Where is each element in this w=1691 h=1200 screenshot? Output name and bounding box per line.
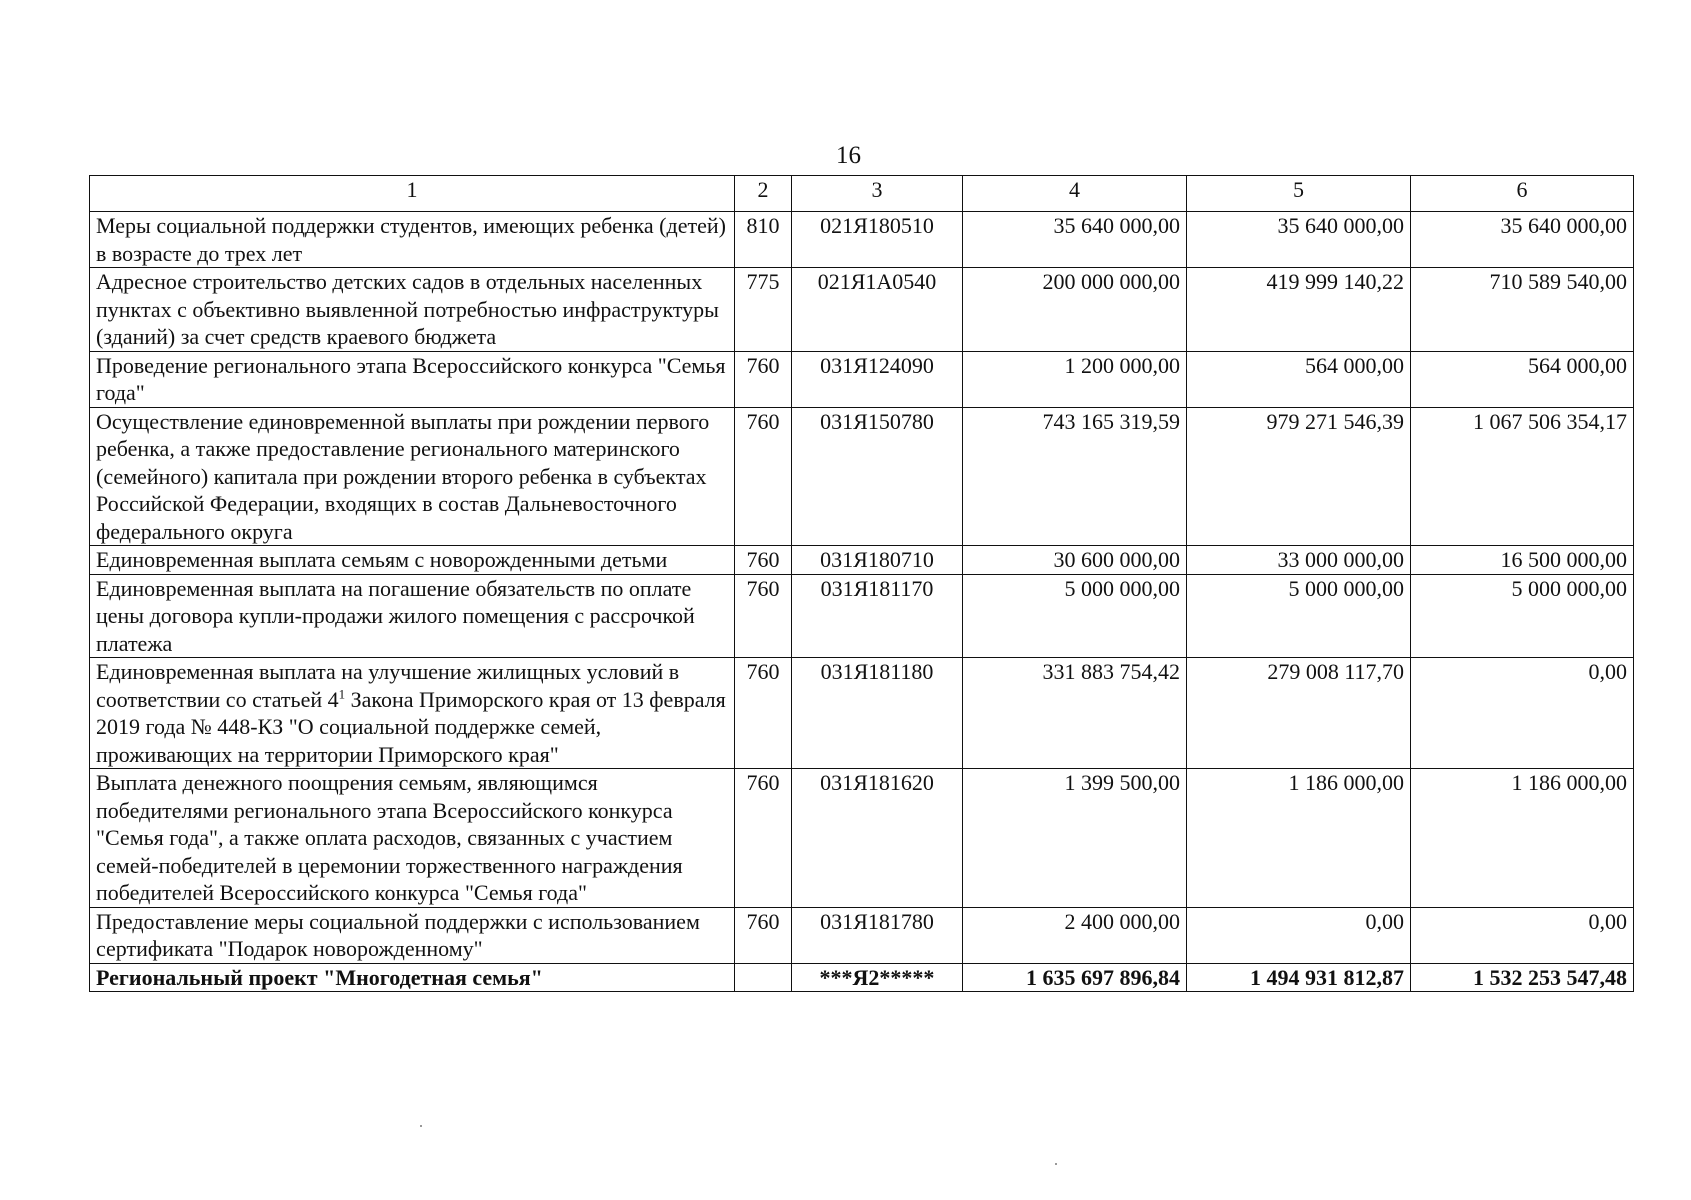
column-header: 3 — [792, 176, 963, 212]
row-value-5: 419 999 140,22 — [1187, 268, 1411, 352]
total-row — [90, 963, 1634, 992]
row-code: 760 — [735, 546, 792, 575]
row-value-4: 331 883 754,42 — [963, 658, 1187, 769]
table-row — [90, 351, 1634, 407]
row-code: 810 — [735, 212, 792, 268]
row-code: 760 — [735, 658, 792, 769]
column-header: 6 — [1411, 176, 1634, 212]
row-code: 760 — [735, 907, 792, 963]
row-name: Предоставление меры социальной поддержки с использованием сертификата "Подарок новорожденному" — [90, 907, 735, 963]
row-name-part: Единовременная выплата на улучшение жилищных условий в соответствии со статьей 4 — [96, 659, 680, 712]
row-name: Проведение регионального этапа Всероссийского конкурса "Семья года" — [90, 351, 735, 407]
column-header: 4 — [963, 176, 1187, 212]
row-value-6: 16 500 000,00 — [1411, 546, 1634, 575]
table-row — [90, 546, 1634, 575]
table-row — [90, 658, 1634, 769]
scan-speck — [1055, 1163, 1057, 1165]
row-code: 760 — [735, 351, 792, 407]
row-value-6: 1 186 000,00 — [1411, 769, 1634, 908]
row-csr: 031Я181780 — [792, 907, 963, 963]
row-value-5: 5 000 000,00 — [1187, 574, 1411, 658]
row-value-4: 30 600 000,00 — [963, 546, 1187, 575]
table-row — [90, 212, 1634, 268]
row-value-6: 0,00 — [1411, 907, 1634, 963]
row-name: Осуществление единовременной выплаты при рождении первого ребенка, а также предоставление регионального материнского (семейного) капитала при рождении второго ребенка в субъектах Российской Федерации, входящих в состав Дальневосточного федерального округа — [90, 407, 735, 546]
row-value-6: 564 000,00 — [1411, 351, 1634, 407]
table-row — [90, 407, 1634, 546]
column-header: 5 — [1187, 176, 1411, 212]
row-csr: 031Я181170 — [792, 574, 963, 658]
row-value-5: 564 000,00 — [1187, 351, 1411, 407]
table-row — [90, 907, 1634, 963]
row-value-6: 5 000 000,00 — [1411, 574, 1634, 658]
scan-speck — [420, 1125, 422, 1127]
row-value-5: 279 008 117,70 — [1187, 658, 1411, 769]
row-value-6: 0,00 — [1411, 658, 1634, 769]
row-code: 760 — [735, 574, 792, 658]
row-csr: 031Я150780 — [792, 407, 963, 546]
total-value-5: 1 494 931 812,87 — [1187, 963, 1411, 992]
total-name: Региональный проект "Многодетная семья" — [90, 963, 735, 992]
row-value-6: 710 589 540,00 — [1411, 268, 1634, 352]
total-value-4: 1 635 697 896,84 — [963, 963, 1187, 992]
row-value-4: 2 400 000,00 — [963, 907, 1187, 963]
row-csr: 031Я124090 — [792, 351, 963, 407]
row-value-4: 743 165 319,59 — [963, 407, 1187, 546]
row-csr: 031Я181620 — [792, 769, 963, 908]
table-header-row — [90, 176, 1634, 212]
row-name: Адресное строительство детских садов в отдельных населенных пунктах с объективно выявленной потребностью инфраструктуры (зданий) за счет средств краевого бюджета — [90, 268, 735, 352]
row-code: 760 — [735, 407, 792, 546]
row-csr: 031Я180710 — [792, 546, 963, 575]
superscript: 1 — [338, 686, 346, 702]
row-value-4: 200 000 000,00 — [963, 268, 1187, 352]
row-name: Выплата денежного поощрения семьям, являющимся победителями регионального этапа Всероссийского конкурса "Семья года", а также оплата расходов, связанных с участием семей-победителей в церемонии торжественного награждения победителей Всероссийского конкурса "Семья года" — [90, 769, 735, 908]
total-value-6: 1 532 253 547,48 — [1411, 963, 1634, 992]
row-value-5: 1 186 000,00 — [1187, 769, 1411, 908]
row-csr: 021Я1А0540 — [792, 268, 963, 352]
row-value-6: 35 640 000,00 — [1411, 212, 1634, 268]
total-code — [735, 963, 792, 992]
row-name-part: Закона Приморского края от 13 февраля 2019 года № 448-КЗ "О социальной поддержке семей, проживающих на территории Приморского края" — [96, 686, 726, 767]
row-code: 775 — [735, 268, 792, 352]
column-header: 1 — [90, 176, 735, 212]
row-name: Единовременная выплата на погашение обязательств по оплате цены договора купли-продажи жилого помещения с рассрочкой платежа — [90, 574, 735, 658]
page-number: 16 — [836, 142, 861, 169]
row-value-5: 0,00 — [1187, 907, 1411, 963]
row-csr: 021Я180510 — [792, 212, 963, 268]
column-header: 2 — [735, 176, 792, 212]
table-row — [90, 268, 1634, 352]
table-row — [90, 574, 1634, 658]
row-name: Единовременная выплата семьям с новорожденными детьми — [90, 546, 735, 575]
row-value-4: 5 000 000,00 — [963, 574, 1187, 658]
total-csr: ***Я2***** — [792, 963, 963, 992]
table-row — [90, 769, 1634, 908]
row-value-4: 35 640 000,00 — [963, 212, 1187, 268]
row-code: 760 — [735, 769, 792, 908]
row-value-4: 1 399 500,00 — [963, 769, 1187, 908]
row-name — [90, 658, 735, 769]
row-value-5: 979 271 546,39 — [1187, 407, 1411, 546]
row-name: Меры социальной поддержки студентов, имеющих ребенка (детей) в возрасте до трех лет — [90, 212, 735, 268]
row-value-5: 35 640 000,00 — [1187, 212, 1411, 268]
budget-table — [89, 175, 1634, 992]
row-csr: 031Я181180 — [792, 658, 963, 769]
row-value-4: 1 200 000,00 — [963, 351, 1187, 407]
row-value-5: 33 000 000,00 — [1187, 546, 1411, 575]
row-value-6: 1 067 506 354,17 — [1411, 407, 1634, 546]
